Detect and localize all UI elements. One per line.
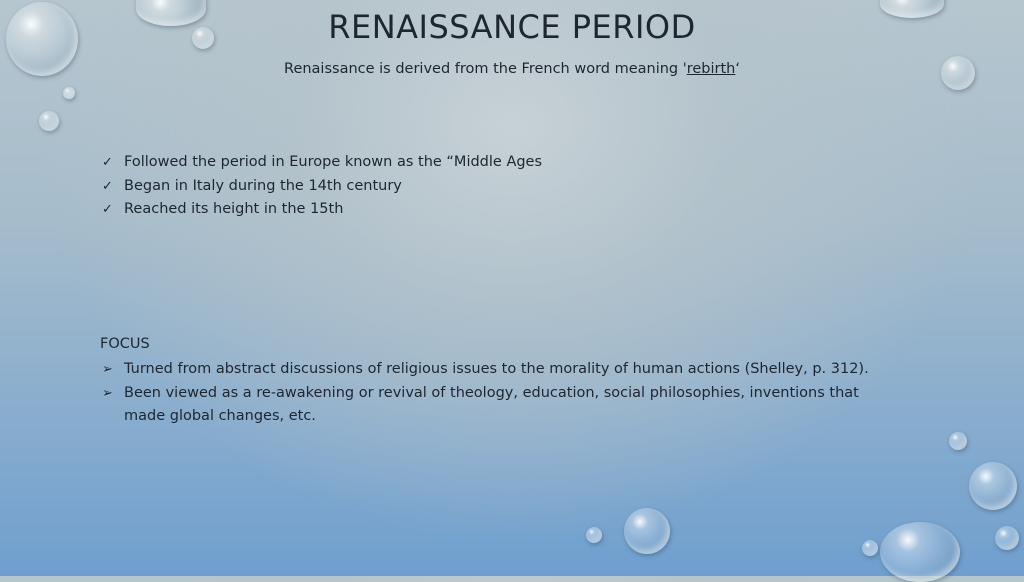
arrow-icon: ➢	[102, 385, 113, 401]
check-icon: ✓	[102, 178, 113, 194]
check-icon: ✓	[102, 202, 113, 217]
rebirth-link[interactable]: rebirth	[686, 61, 736, 77]
slide-subtitle	[0, 61, 1024, 77]
droplet-decoration	[624, 508, 670, 554]
bullet-text: Reached its height in the 15th	[124, 201, 344, 217]
droplet-decoration	[586, 527, 602, 543]
check-icon: ✓	[102, 155, 113, 170]
focus-heading: FOCUS	[100, 336, 150, 352]
list-item	[100, 175, 542, 199]
arrow-icon: ➢	[102, 362, 113, 377]
bullet-text: Been viewed as a re-awakening or revival of theology, education, social philosophies, inventions that made global changes, etc.	[124, 384, 859, 424]
bullet-text: Turned from abstract discussions of religious issues to the morality of human actions (Shelley, p. 312).	[124, 361, 869, 377]
droplet-decoration	[969, 462, 1017, 510]
list-item	[100, 382, 900, 429]
subtitle-closing-quote: ‘	[735, 61, 740, 77]
droplet-decoration	[995, 526, 1019, 550]
slide-title: RENAISSANCE PERIOD	[328, 8, 696, 46]
bullet-text: Began in Italy during the 14th century	[124, 177, 402, 194]
focus-bullet-list	[100, 358, 900, 429]
droplet-decoration	[880, 522, 960, 582]
subtitle-text: Renaissance is derived from the French word meaning '	[284, 61, 687, 77]
list-item	[100, 198, 542, 222]
droplet-decoration	[862, 540, 878, 556]
droplet-decoration	[949, 432, 967, 450]
list-item	[100, 151, 542, 175]
droplet-decoration	[39, 111, 59, 131]
intro-bullet-list	[100, 151, 542, 222]
droplet-decoration	[63, 87, 75, 99]
list-item	[100, 358, 900, 382]
bullet-text: Followed the period in Europe known as the “Middle Ages	[124, 154, 543, 170]
